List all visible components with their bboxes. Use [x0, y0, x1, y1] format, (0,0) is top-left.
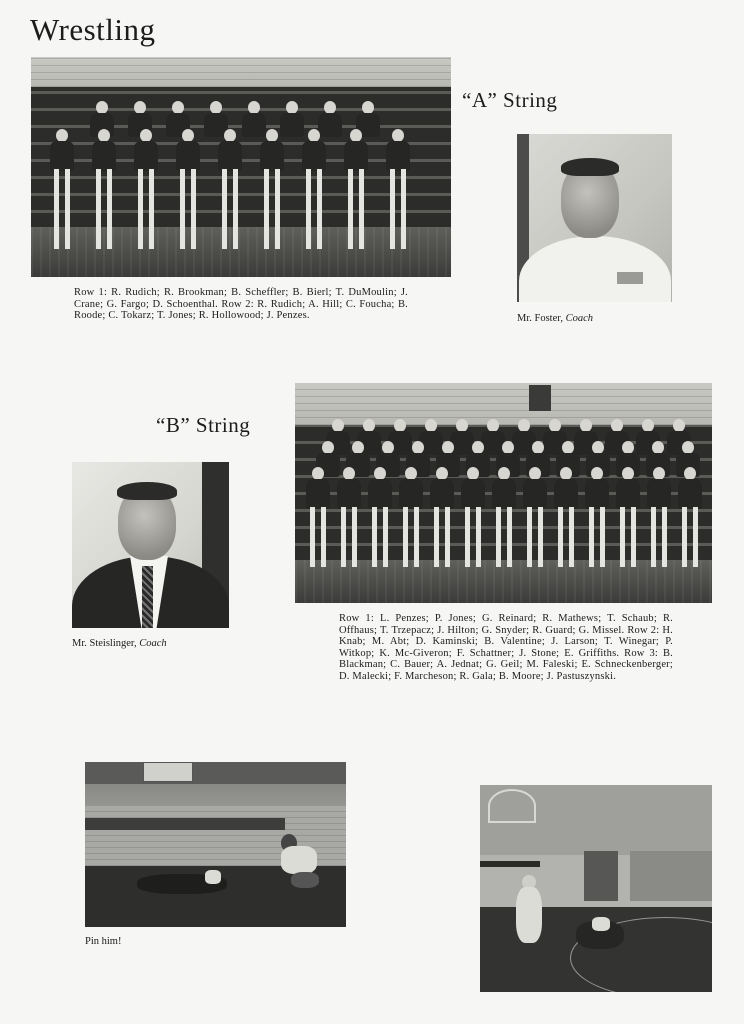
team-member-figure	[133, 129, 159, 249]
a-string-team-caption: Row 1: R. Rudich; R. Brookman; B. Scheffler; B. Bierl; T. DuMoulin; J. Crane; G. Fargo; D. Schoenthal. Row 2: R. Rudich; A. Hill; C. Foucha; B. Roode; C. Tokarz; T. Jones; R. Hollowood; J. Penzes.	[74, 287, 408, 321]
team-member-figure	[305, 467, 331, 567]
team-member-figure	[175, 129, 201, 249]
b-string-team-photo	[295, 383, 712, 603]
team-member-figure	[584, 467, 610, 567]
a-string-heading: “A” String	[462, 88, 558, 112]
page-title: Wrestling	[30, 12, 156, 47]
team-member-figure	[336, 467, 362, 567]
team-member-figure	[385, 129, 411, 249]
team-member-figure	[301, 129, 327, 249]
team-member-figure	[615, 467, 641, 567]
coach-foster-portrait	[517, 134, 672, 302]
team-member-figure	[49, 129, 75, 249]
team-member-figure	[491, 467, 517, 567]
coach-steislinger-portrait	[72, 462, 229, 628]
team-member-figure	[398, 467, 424, 567]
team-member-figure	[217, 129, 243, 249]
team-member-figure	[91, 129, 117, 249]
b-string-team-caption: Row 1: L. Penzes; P. Jones; G. Reinard; R. Mathews; T. Schaub; R. Offhaus; T. Trzepacz; J. Hilton; G. Snyder; R. Guard; G. Missel. Row 2: H. Knab; M. Abt; D. Kaminski; B. Valentine; J. Larson; T. Winegar; P. Witkop; K. Mc-Giveron; F. Schattner; J. Stone; E. Griffiths. Row 3: B. Blackman; C. Bauer; A. Jednat; G. Geil; M. Faleski; E. Schneckenberger; D. Malecki; F. Marcheson; R. Gala; B. Moore; J. Pastuszynski.	[339, 613, 673, 682]
team-member-figure	[367, 467, 393, 567]
team-member-figure	[460, 467, 486, 567]
action-caption: Pin him!	[85, 936, 122, 947]
team-member-figure	[522, 467, 548, 567]
b-string-heading: “B” String	[156, 413, 251, 437]
team-member-figure	[677, 467, 703, 567]
coach-steislinger-title: Coach	[139, 638, 167, 649]
team-member-figure	[553, 467, 579, 567]
coach-foster-title: Coach	[565, 313, 594, 324]
coach-foster-name: Mr. Foster,	[517, 313, 563, 324]
team-member-figure	[259, 129, 285, 249]
team-member-figure	[343, 129, 369, 249]
action-photo-match	[480, 785, 712, 992]
coach-steislinger-name: Mr. Steislinger,	[72, 638, 137, 649]
a-string-team-photo	[31, 57, 451, 277]
team-member-figure	[429, 467, 455, 567]
coach-steislinger-caption	[72, 638, 167, 650]
coach-foster-caption	[517, 313, 593, 325]
action-photo-pin	[85, 762, 346, 927]
team-member-figure	[646, 467, 672, 567]
